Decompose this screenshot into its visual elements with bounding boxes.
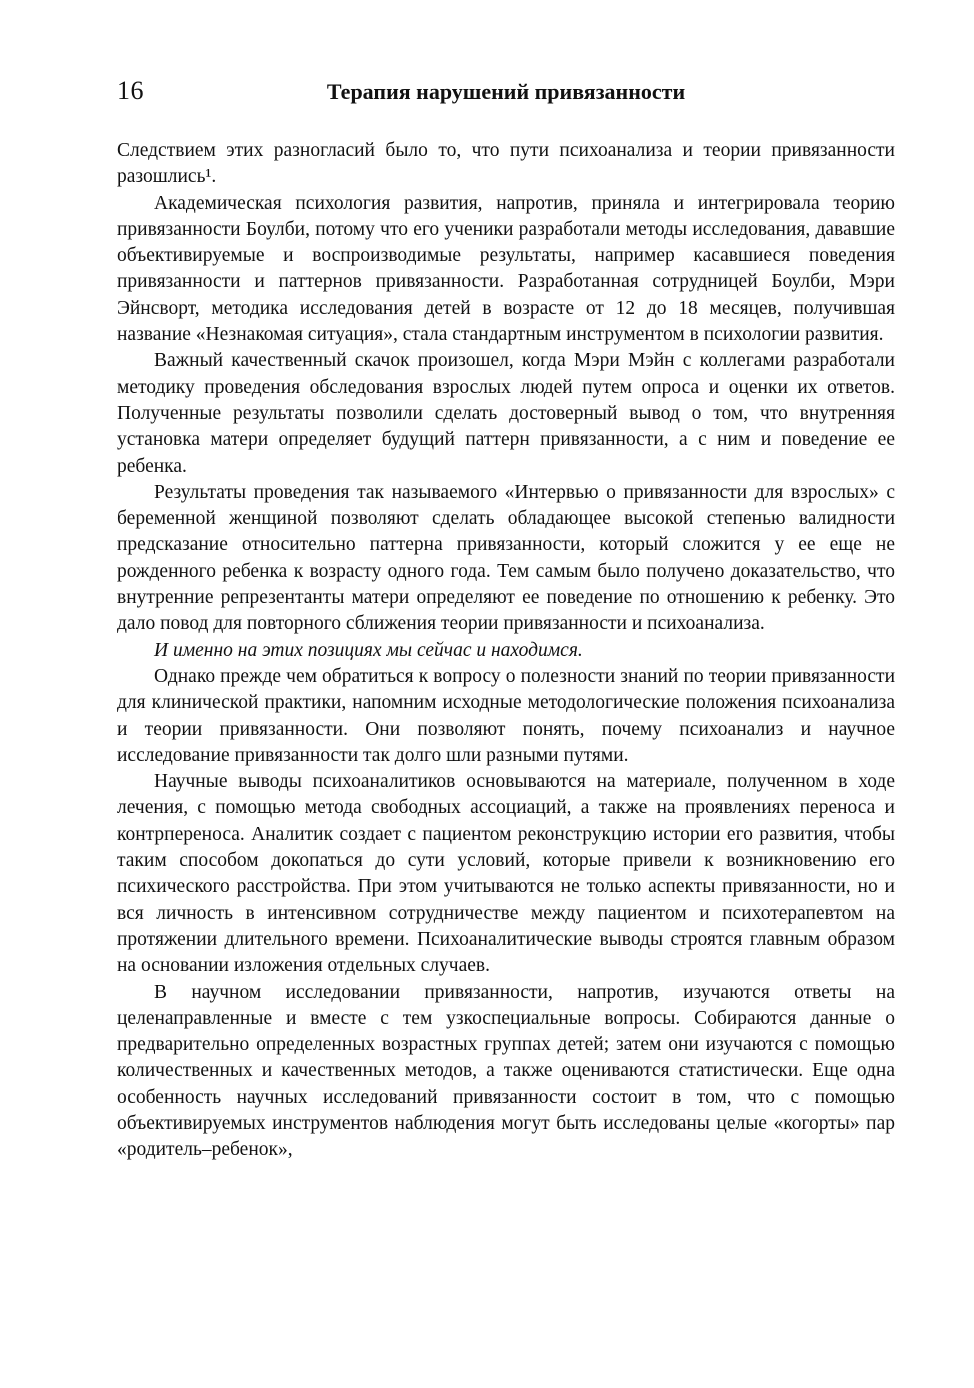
page-header [117, 76, 895, 110]
paragraph: Следствием этих разногласий было то, что пути психоанализа и теории привязанности разошлись¹. [117, 140, 895, 188]
paragraph: В научном исследовании привязанности, напротив, изучаются ответы на целенаправленные и вместе с тем узкоспециальные вопросы. Собираются данные о предварительно определенных возрастных группах детей; затем они изучаются с помощью количественных и качественных методов, а также оцениваются статистически. Еще одна особенность научных исследований привязанности состоит в том, что с помощью объективируемых инструментов наблюдения могут быть исследованы целые «когорты» пар «родитель–ребенок», [117, 981, 895, 1161]
body-text [117, 138, 895, 1164]
page-header-title: Терапия нарушений привязанности [326, 79, 686, 104]
page-content [117, 76, 895, 1164]
paragraph: Результаты проведения так называемого «Интервью о привязанности для взрослых» с беременной женщиной позволяют сделать обладающее высокой степенью валидности предсказание относительно паттерна привязанности, который сложится у ее еще не рожденного ребенка к возрасту одного года. Тем самым было получено доказательство, что внутренние репрезентанты матери определяют ее поведение по отношению к ребенку. Это дало повод для повторного сближения теории привязанности и психоанализа. [117, 481, 895, 635]
page-number: 16 [117, 76, 144, 105]
paragraph: Академическая психология развития, напротив, приняла и интегрировала теорию привязанности Боулби, потому что его ученики разработали методы исследования, дававшие объективируемые и воспроизводимые результаты, например касавшиеся поведения привязанности и паттернов привязанности. Разработанная сотрудницей Боулби, Мэри Эйнсворт, методика исследования детей в возрасте от 12 до 18 месяцев, получившая название «Незнакомая ситуация», стала стандартным инструментом в психологии развития. [117, 192, 895, 346]
paragraph: Научные выводы психоаналитиков основываются на материале, полученном в ходе лечения, с помощью метода свободных ассоциаций, а также на проявлениях переноса и контрпереноса. Аналитик создает с пациентом реконструкцию истории его развития, чтобы таким способом докопаться до сути условий, которые привели к возникновению его психического расстройства. При этом учитываются не только аспекты привязанности, но и вся личность в интенсивном сотрудничестве между пациентом и психотерапевтом на протяжении длительного времени. Психоаналитические выводы строятся главным образом на основании изложения отдельных случаев. [117, 771, 895, 977]
paragraph: Важный качественный скачок произошел, когда Мэри Мэйн с коллегами разработали методику проведения обследования взрослых людей путем опроса и оценки их ответов. Полученные результаты позволили сделать достоверный вывод о том, что внутренняя установка матери определяет будущий паттерн привязанности, а с ним и поведение ее ребенка. [117, 350, 895, 477]
paragraph: И именно на этих позициях мы сейчас и находимся. [154, 639, 583, 661]
paragraph: Однако прежде чем обратиться к вопросу о полезности знаний по теории привязанности для клинической практики, напомним исходные методологические положения психоанализа и теории привязанности. Они позволяют понять, почему психоанализ и научное исследование привязанности так долго шли разными путями. [117, 665, 895, 766]
